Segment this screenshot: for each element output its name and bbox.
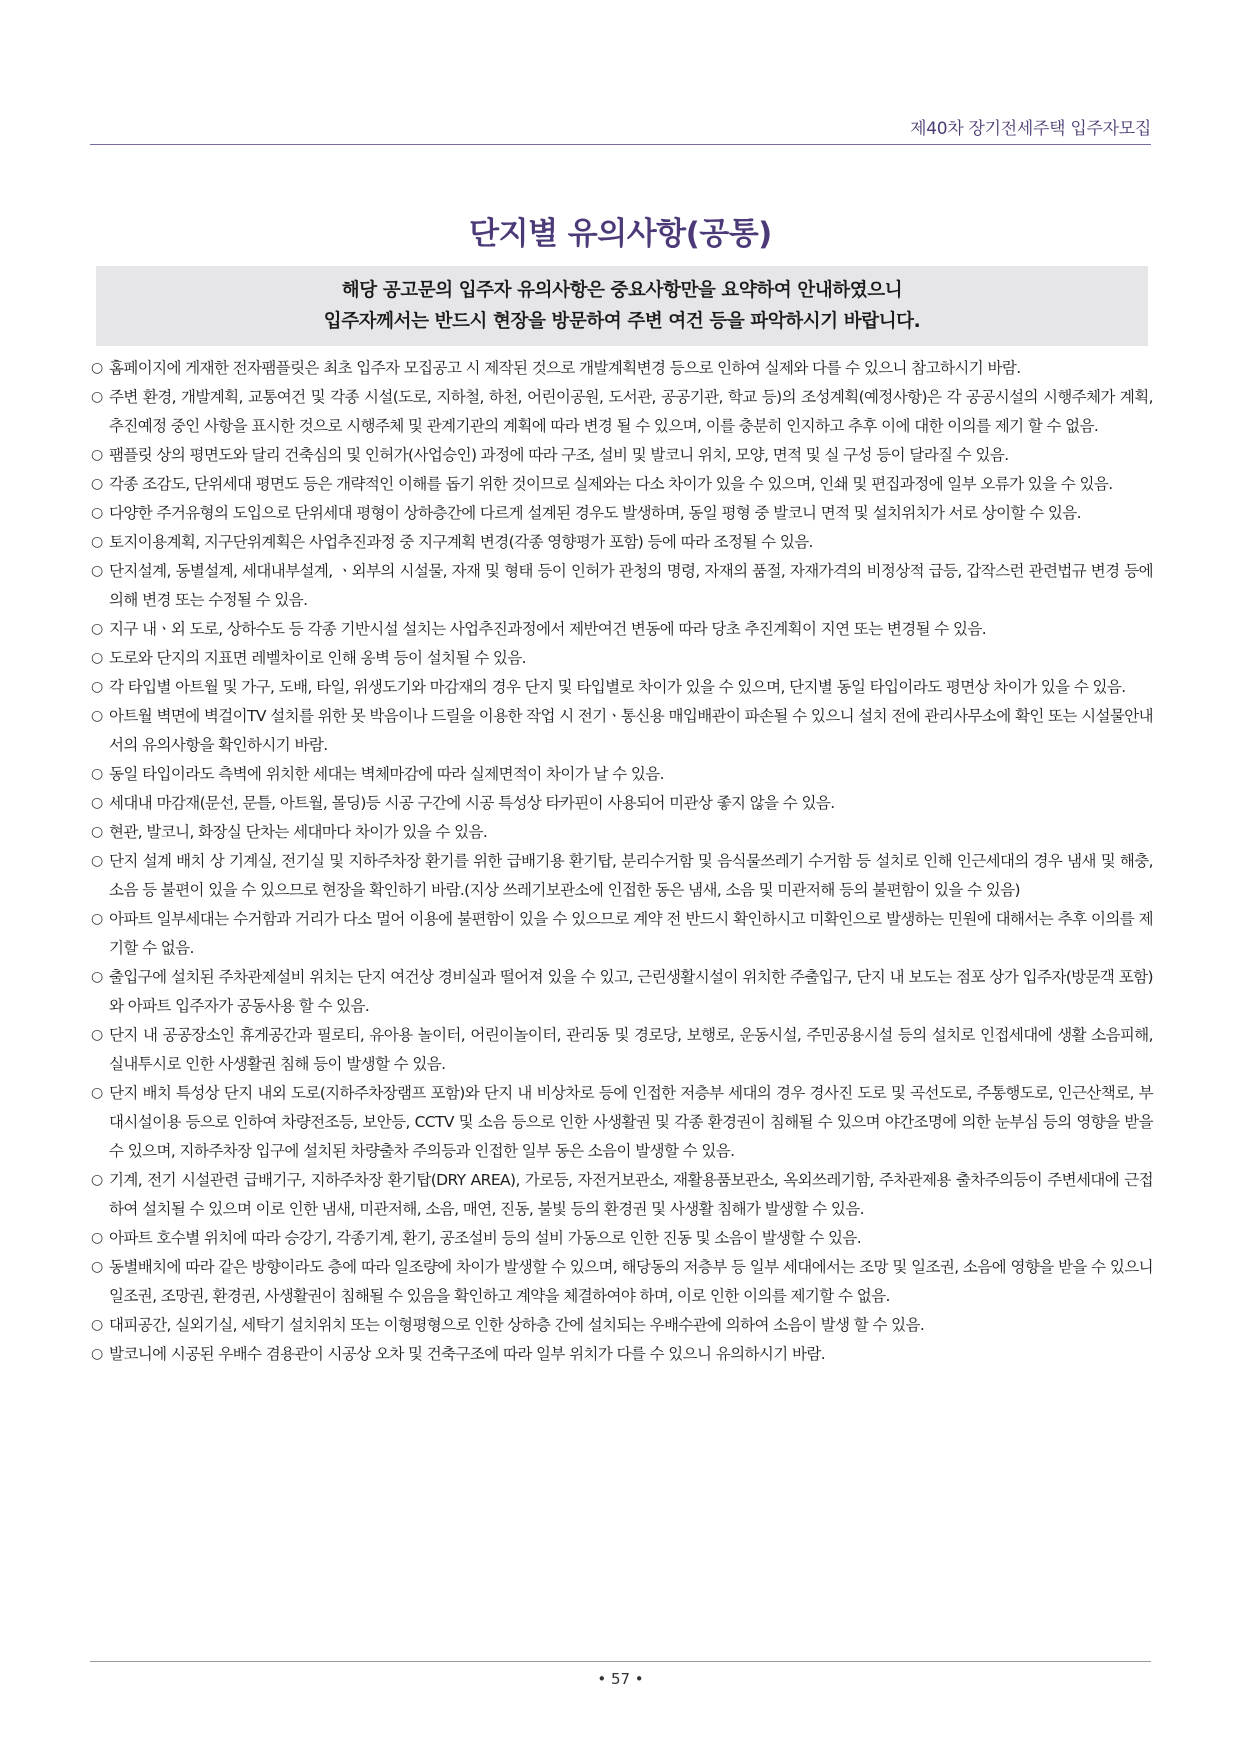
list-item-text: 주변 환경, 개발계획, 교통여건 및 각종 시설(도로, 지하철, 하천, 어린이공원, 도서관, 공공기관, 학교 등)의 조성계획(예정사항)은 각 공공시설의 시행주체가 계획, 추진예정 중인 사항을 표시한 것으로 시행주체 및 관계기관의 계획에 따라 변경 될 수 있으며, 이를 충분히 인지하고 추후 이에 대한 이의를 제기 할 수 없음. [109, 388, 1153, 435]
list-item [90, 905, 1153, 963]
list-item [90, 354, 1153, 383]
list-item-text: 대피공간, 실외기실, 세탁기 설치위치 또는 이형평형으로 인한 상하층 간에 설치되는 우배수관에 의하여 소음이 발생 할 수 있음. [109, 1316, 925, 1334]
list-item-text: 발코니에 시공된 우배수 겸용관이 시공상 오차 및 건축구조에 따라 일부 위치가 다를 수 있으니 유의하시기 바람. [109, 1345, 826, 1363]
list-item-text: 아파트 호수별 위치에 따라 승강기, 각종기계, 환기, 공조설비 등의 설비 가동으로 인한 진동 및 소음이 발생할 수 있음. [109, 1229, 862, 1247]
list-item-text: 다양한 주거유형의 도입으로 단위세대 평형이 상하층간에 다르게 설계된 경우도 발생하며, 동일 평형 중 발코니 면적 및 설치위치가 서로 상이할 수 있음. [109, 504, 1081, 522]
precaution-list [90, 354, 1153, 1369]
notice-line: 입주자께서는 반드시 현장을 방문하여 주변 여건 등을 파악하시기 바랍니다. [323, 311, 921, 332]
list-item [90, 963, 1153, 1021]
list-item [90, 847, 1153, 905]
bullet-circle-icon: ○ [91, 534, 103, 550]
bullet-circle-icon: ○ [91, 1259, 103, 1275]
list-item-text: 출입구에 설치된 주차관제설비 위치는 단지 여건상 경비실과 떨어져 있을 수 있고, 근린생활시설이 위치한 주출입구, 단지 내 보도는 점포 상가 입주자(방문객 포함)와 아파트 입주자가 공동사용 할 수 있음. [109, 968, 1153, 1015]
bullet-circle-icon: ○ [91, 360, 103, 376]
list-item [90, 470, 1153, 499]
bullet-circle-icon: ○ [91, 447, 103, 463]
list-item-text: 단지설계, 동별설계, 세대내부설계, ㆍ외부의 시설물, 자재 및 형태 등이 인허가 관청의 명령, 자재의 품절, 자재가격의 비정상적 급등, 갑작스런 관련법규 변경 등에 의해 변경 또는 수정될 수 있음. [109, 562, 1153, 609]
list-item-text: 단지 내 공공장소인 휴게공간과 필로티, 유아용 놀이터, 어린이놀이터, 관리동 및 경로당, 보행로, 운동시설, 주민공용시설 등의 설치로 인접세대에 생활 소음피해, 실내투시로 인한 사생활권 침해 등이 발생할 수 있음. [109, 1026, 1153, 1073]
bullet-circle-icon: ○ [91, 1317, 103, 1333]
list-item [90, 1021, 1153, 1079]
list-item [90, 1311, 1153, 1340]
bullet-circle-icon: ○ [91, 969, 103, 985]
notice-box [96, 266, 1148, 346]
footer-divider [90, 1661, 1151, 1662]
list-item-text: 각 타입별 아트월 및 가구, 도배, 타일, 위생도기와 마감재의 경우 단지 및 타입별로 차이가 있을 수 있으며, 단지별 동일 타입이라도 평면상 차이가 있을 수 있음. [109, 678, 1126, 696]
bullet-circle-icon: ○ [91, 389, 103, 405]
bullet-circle-icon: ○ [91, 824, 103, 840]
bullet-circle-icon: ○ [91, 853, 103, 869]
bullet-circle-icon: ○ [91, 563, 103, 579]
page-title: 단지별 유의사항(공통) [469, 216, 772, 252]
bullet-circle-icon: ○ [91, 795, 103, 811]
bullet-circle-icon: ○ [91, 621, 103, 637]
bullet-circle-icon: ○ [91, 505, 103, 521]
list-item-text: 팸플릿 상의 평면도와 달리 건축심의 및 인허가(사업승인) 과정에 따라 구조, 설비 및 발코니 위치, 모양, 면적 및 실 구성 등이 달라질 수 있음. [109, 446, 1009, 464]
bullet-circle-icon: ○ [91, 708, 103, 724]
bullet-circle-icon: ○ [91, 1027, 103, 1043]
bullet-circle-icon: ○ [91, 1172, 103, 1188]
notice-line: 해당 공고문의 입주자 유의사항은 중요사항만을 요약하여 안내하였으니 [341, 280, 903, 301]
list-item [90, 673, 1153, 702]
list-item-text: 동별배치에 따라 같은 방향이라도 층에 따라 일조량에 차이가 발생할 수 있으며, 해당동의 저층부 등 일부 세대에서는 조망 및 일조권, 소음에 영향을 받을 수 있으니 일조권, 조망권, 환경권, 사생활권이 침해될 수 있음을 확인하고 계약을 체결하여야 하며, 이로 인한 이의를 제기할 수 없음. [109, 1258, 1153, 1305]
list-item-text: 현관, 발코니, 화장실 단차는 세대마다 차이가 있을 수 있음. [109, 823, 488, 841]
bullet-circle-icon: ○ [91, 1346, 103, 1362]
list-item-text: 각종 조감도, 단위세대 평면도 등은 개략적인 이해를 돕기 위한 것이므로 실제와는 다소 차이가 있을 수 있으며, 인쇄 및 편집과정에 일부 오류가 있을 수 있음. [109, 475, 1113, 493]
list-item-text: 동일 타입이라도 측벽에 위치한 세대는 벽체마감에 따라 실제면적이 차이가 날 수 있음. [109, 765, 664, 783]
list-item [90, 1079, 1153, 1166]
document-header-label: 제40차 장기전세주택 입주자모집 [910, 119, 1151, 139]
list-item [90, 702, 1153, 760]
list-item-text: 지구 내ㆍ외 도로, 상하수도 등 각종 기반시설 설치는 사업추진과정에서 제반여건 변동에 따라 당초 추진계획이 지연 또는 변경될 수 있음. [109, 620, 987, 638]
list-item [90, 528, 1153, 557]
list-item [90, 1253, 1153, 1311]
list-item [90, 557, 1153, 615]
list-item [90, 1166, 1153, 1224]
list-item [90, 818, 1153, 847]
bullet-circle-icon: ○ [91, 1085, 103, 1101]
bullet-circle-icon: ○ [91, 1230, 103, 1246]
bullet-circle-icon: ○ [91, 766, 103, 782]
list-item [90, 441, 1153, 470]
bullet-circle-icon: ○ [91, 679, 103, 695]
list-item-text: 도로와 단지의 지표면 레벨차이로 인해 옹벽 등이 설치될 수 있음. [109, 649, 526, 667]
list-item-text: 홈페이지에 게재한 전자팸플릿은 최초 입주자 모집공고 시 제작된 것으로 개발계획변경 등으로 인하여 실제와 다를 수 있으니 참고하시기 바람. [109, 359, 1021, 377]
list-item-text: 단지 배치 특성상 단지 내외 도로(지하주차장램프 포함)와 단지 내 비상차로 등에 인접한 저층부 세대의 경우 경사진 도로 및 곡선도로, 주통행도로, 인근산책로, 부대시설이용 등으로 인하여 차량전조등, 보안등, CCTV 및 소음 등으로 인한 사생활권 및 각종 환경권이 침해될 수 있으며 야간조명에 의한 눈부심 등의 영향을 받을 수 있으며, 지하주차장 입구에 설치된 차량출차 주의등과 인접한 일부 동은 소음이 발생할 수 있음. [109, 1084, 1153, 1160]
list-item-text: 기계, 전기 시설관련 급배기구, 지하주차장 환기탑(DRY AREA), 가로등, 자전거보관소, 재활용품보관소, 옥외쓰레기함, 주차관제용 출차주의등이 주변세대에 근접하여 설치될 수 있으며 이로 인한 냄새, 미관저해, 소음, 매연, 진동, 불빛 등의 환경권 및 사생활 침해가 발생할 수 있음. [109, 1171, 1153, 1218]
list-item [90, 644, 1153, 673]
list-item [90, 760, 1153, 789]
bullet-circle-icon: ○ [91, 650, 103, 666]
list-item-text: 단지 설계 배치 상 기계실, 전기실 및 지하주차장 환기를 위한 급배기용 환기탑, 분리수거함 및 음식물쓰레기 수거함 등 설치로 인해 인근세대의 경우 냄새 및 해충, 소음 등 불편이 있을 수 있으므로 현장을 확인하기 바람.(지상 쓰레기보관소에 인접한 동은 냄새, 소음 및 미관저해 등의 불편함이 있을 수 있음) [109, 852, 1153, 899]
list-item [90, 383, 1153, 441]
list-item-text: 아트월 벽면에 벽걸이TV 설치를 위한 못 박음이나 드릴을 이용한 작업 시 전기ㆍ통신용 매입배관이 파손될 수 있으니 설치 전에 관리사무소에 확인 또는 시설물안내서의 유의사항을 확인하시기 바람. [109, 707, 1153, 754]
list-item [90, 499, 1153, 528]
list-item [90, 789, 1153, 818]
page-number: • 57 • [597, 1670, 644, 1688]
bullet-circle-icon: ○ [91, 911, 103, 927]
bullet-circle-icon: ○ [91, 476, 103, 492]
list-item [90, 1224, 1153, 1253]
list-item [90, 615, 1153, 644]
list-item-text: 토지이용계획, 지구단위계획은 사업추진과정 중 지구계획 변경(각종 영향평가 포함) 등에 따라 조정될 수 있음. [109, 533, 813, 551]
list-item-text: 아파트 일부세대는 수거함과 거리가 다소 멀어 이용에 불편함이 있을 수 있으므로 계약 전 반드시 확인하시고 미확인으로 발생하는 민원에 대해서는 추후 이의를 제기할 수 없음. [109, 910, 1153, 957]
header-divider [90, 144, 1151, 145]
list-item [90, 1340, 1153, 1369]
list-item-text: 세대내 마감재(문선, 문틀, 아트월, 몰딩)등 시공 구간에 시공 특성상 타카핀이 사용되어 미관상 좋지 않을 수 있음. [109, 794, 835, 812]
